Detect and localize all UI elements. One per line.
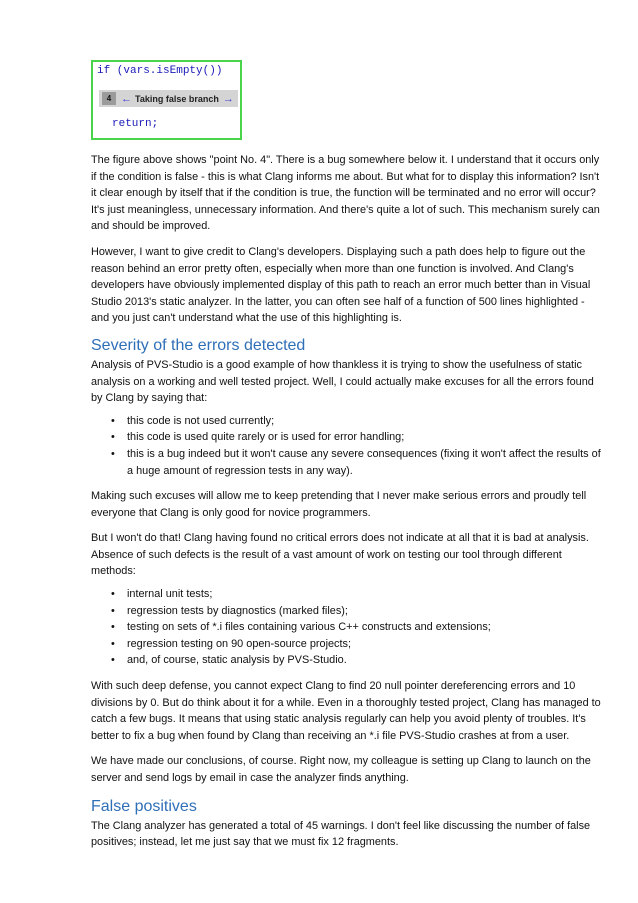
list-item: • this code is used quite rarely or is used for error handling; (91, 429, 603, 446)
list-item: • testing on sets of *.i files containing various C++ constructs and extensions; (91, 619, 603, 636)
paragraph-point-4: The figure above shows "point No. 4". There is a bug somewhere below it. I understand that it occurs only if the condition is false - this is what Clang informs me about. But what for to display this information? Isn't it clear enough by itself that if the condition is true, the function will be terminated and no error will occur? It's just meaningless, unnecessary information. And there's quite a lot of such. This mechanism surely can and should be improved. (91, 154, 600, 233)
bullet-icon: • (111, 654, 115, 667)
paragraph-excuses: Making such excuses will allow me to keep pretending that I never make serious errors and proudly tell everyone that Clang is only good for novice programmers. (91, 490, 587, 519)
code-screenshot-figure (91, 60, 242, 140)
list-item: • internal unit tests; (91, 586, 603, 603)
paragraph-false-positives: The Clang analyzer has generated a total of 45 warnings. I don't feel like discussing the number of false positives; instead, let me just say that we must fix 12 fragments. (91, 819, 591, 849)
paragraph-conclusion: We have made our conclusions, of course. Right now, my colleague is setting up Clang to launch on the server and send logs by email in case the analyzer finds anything. (91, 755, 591, 784)
bullet-icon: • (111, 588, 115, 601)
step-number-badge: 4 (102, 92, 116, 105)
bullet-icon: • (111, 431, 115, 444)
left-arrow-icon: ← (121, 92, 132, 105)
excuses-list (91, 413, 603, 479)
list-item: • and, of course, static analysis by PVS-Studio. (91, 652, 603, 669)
bullet-icon: • (111, 447, 115, 460)
bullet-icon: • (111, 414, 115, 427)
list-item: • this code is not used currently; (91, 413, 603, 430)
document-content (91, 60, 603, 851)
paragraph-credit: However, I want to give credit to Clang's developers. Displaying such a path does help to figure out the reason behind an error pretty often, especially when more than one function is involved. And Clang's developers have obviously implemented display of this path to reach an error much better than in Visual Studio 2013's static analyzer. In the latter, you can often see half of a function of 500 lines highlighted - and you just can't understand what the use of this highlighting is. (91, 245, 591, 325)
branch-label: Taking false branch (135, 93, 219, 104)
paragraph-defense: With such deep defense, you cannot expect Clang to find 20 null pointer dereferencing errors and 10 divisions by 0. But do think about it for a while. Even in a thoroughly tested project, Clang has managed to catch a few bugs. It means that using static analysis regularly can help you avoid plenty of troubles. It's better to fix a bug when found by Clang than receiving an *.i file PVS-Studio crashes at from a user. (91, 680, 601, 742)
bullet-icon: • (111, 604, 115, 617)
list-item: • regression tests by diagnostics (marked files); (91, 603, 603, 620)
bullet-icon: • (111, 637, 115, 650)
methods-list (91, 586, 603, 669)
list-item: • this is a bug indeed but it won't cause any severe consequences (fixing it won't affect the results of a huge amount of regression tests in any way). (111, 447, 601, 477)
right-arrow-icon: → (222, 92, 234, 105)
paragraph-severity-intro: Analysis of PVS-Studio is a good example of how thankless it is trying to show the usefulness of static analysis on a working and well tested project. Well, I could actually make excuses for all the errors found by Clang by saying that: (91, 358, 594, 405)
paragraph-but: But I won't do that! Clang having found no critical errors does not indicate at all that it is bad at analysis. Absence of such defects is the result of a vast amount of work on testing our tool through different methods: (91, 532, 589, 578)
branch-annotation (99, 90, 238, 107)
code-line-return: return; (112, 118, 159, 130)
list-item: • regression testing on 90 open-source projects; (91, 636, 603, 653)
heading-severity: Severity of the errors detected (91, 336, 306, 354)
code-line-if: if (vars.isEmpty()) (97, 65, 223, 77)
heading-false-positives: False positives (91, 797, 197, 815)
bullet-icon: • (111, 621, 115, 634)
